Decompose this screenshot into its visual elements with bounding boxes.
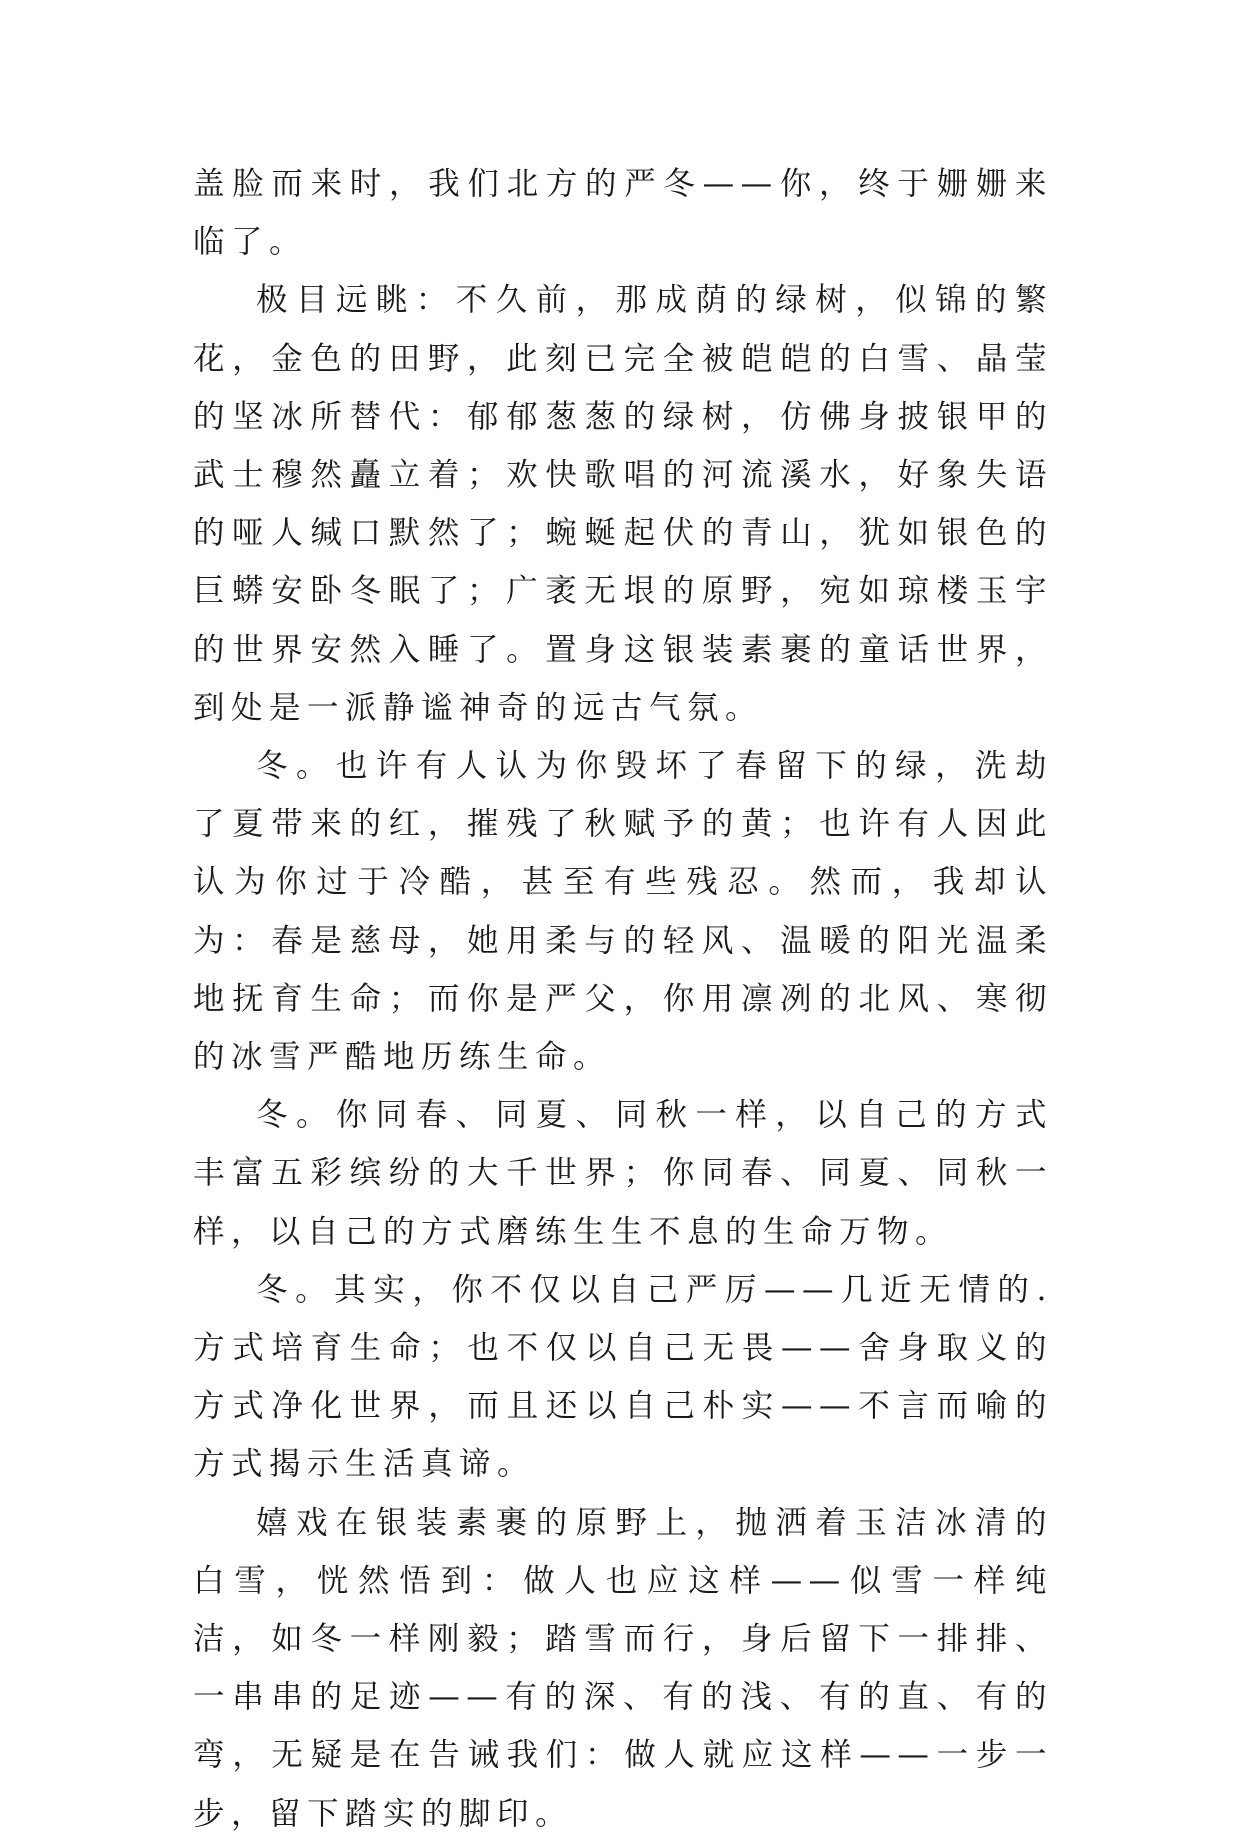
- document-body: [193, 155, 1053, 1843]
- paragraph-2: 极目远眺：不久前，那成荫的绿树，似锦的繁花，金色的田野，此刻已完全被皑皑的白雪、晶莹的坚冰所替代：郁郁葱葱的绿树，仿佛身披银甲的武士穆然矗立着；欢快歌唱的河流溪水，好象失语的哑人缄口默然了；蜿蜒起伏的青山，犹如银色的巨蟒安卧冬眠了；广袤无垠的原野，宛如琼楼玉宇的世界安然入睡了。置身这银装素裹的童话世界，到处是一派静谧神奇的远古气氛。: [193, 282, 1053, 726]
- paragraph-6: 嬉戏在银装素裹的原野上，抛洒着玉洁冰清的白雪，恍然悟到：做人也应这样——似雪一样纯洁，如冬一样刚毅；踏雪而行，身后留下一排排、一串串的足迹——有的深、有的浅、有的直、有的弯，无疑是在告诫我们：做人就应这样——一步一步，留下踏实的脚印。: [193, 1504, 1053, 1832]
- paragraph-5: 冬。其实，你不仅以自己严厉——几近无情的.方式培育生命；也不仅以自己无畏——舍身取义的方式净化世界，而且还以自己朴实——不言而喻的方式揭示生活真谛。: [193, 1271, 1053, 1483]
- paragraph-4: 冬。你同春、同夏、同秋一样，以自己的方式丰富五彩缤纷的大千世界；你同春、同夏、同秋一样，以自己的方式磨练生生不息的生命万物。: [193, 1097, 1053, 1250]
- paragraph-1: 盖脸而来时，我们北方的严冬——你，终于姗姗来临了。: [193, 166, 1053, 261]
- paragraph-3: 冬。也许有人认为你毁坏了春留下的绿，洗劫了夏带来的红，摧残了秋赋予的黄；也许有人因此认为你过于冷酷，甚至有些残忍。然而，我却认为：春是慈母，她用柔与的轻风、温暖的阳光温柔地抚育生命；而你是严父，你用凛冽的北风、寒彻的冰雪严酷地历练生命。: [193, 748, 1053, 1076]
